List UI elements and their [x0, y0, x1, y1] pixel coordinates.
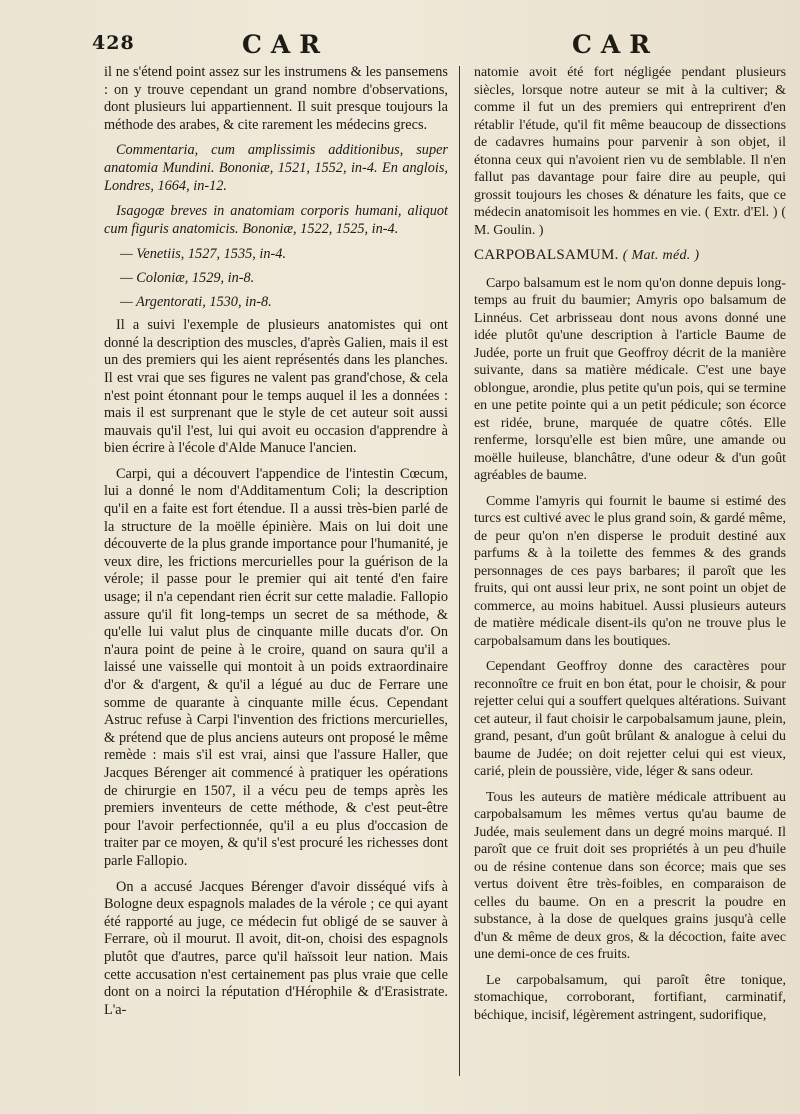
page-number: 428	[92, 32, 135, 54]
right-column	[474, 64, 786, 1106]
left-column	[104, 64, 448, 1106]
paragraph: Carpi, qui a découvert l'appendice de l'intestin Cœcum, lui a donné le nom d'Additamentum Coli; la description qu'il en a faite est fort étendue. Il a aussi très-bien parlé de la structure de la moëlle épinière. Mais on lui doit une découverte de la plus grande importance pour l'humanité, je veux dire, les frictions mercurielles pour la guérison de la vérole; il passe pour le premier qui ait tenté d'en faire usage; il n'a cependant rien écrit sur cette maladie. Fallopio assure qu'il fit long-temps un secret de sa méthode, & qu'elle lui valut plus de cinquante mille ducats d'or. On n'aura point de peine à le croire, quand on saura qu'il a laissé une vaisselle qui montoit à un poids extraordinaire d'or & d'argent, & qu'il a légué au duc de Ferrare une somme de quarante à cinquante mille écus. Cependant Astruc refuse à Carpi l'invention des frictions mercurielles, & prétend que de plus anciens auteurs ont proposé le même remède : mais s'il est vrai, ainsi que l'assure Haller, que Jacques Bérenger ait commencé à pratiquer les opérations de chirurgie en 1507, il a vécu peu de temps après les premiers inventeurs de cette méthode, & c'est peut-être pour l'avoir perfectionnée, qu'il a eu plus d'occasion de traiter par ce moyen, & qu'il s'est procuré les richesses dont parle Fallopio.	[104, 465, 448, 869]
article-heading-note: ( Mat. méd. )	[622, 248, 700, 263]
article-heading-title: CARPOBALSAMUM.	[474, 247, 619, 263]
paragraph: il ne s'étend point assez sur les instrumens & les pansemens : on y trouve cependant un grand nombre d'observations, dont plusieurs lui appartiennent. Il suit presque toujours la méthode des arabes, & cite rarement les médecins grecs.	[104, 64, 448, 133]
bibliography-entry: Isagogæ breves in anatomiam corporis humani, aliquot cum figuris anatomicis. Bononiæ, 1522, 1525, in-4.	[104, 203, 448, 237]
paragraph: natomie avoit été fort négligée pendant plusieurs siècles, lorsque notre auteur se mit à la cultiver; & comme il fut un des premiers qui entreprirent d'en rétablir l'étude, qu'il fit même beaucoup de dissections de cadavres humains pour parvenir à son objet, il étonna ceux qui n'avoient rien vu de semblable. Il n'en fallut pas davantage pour faire dire au peuple, qui grossit toujours les choses & dénature les faits, que ce médecin anatomisoit les hommes en vie. ( Extr. d'El. ) ( M. Goulin. )	[474, 65, 786, 238]
paragraph: Comme l'amyris qui fournit le baume si estimé des turcs est cultivé avec le plus grand soin, & gardé même, de peur qu'on n'en disperse le produit destiné aux parfums & à la toilette des femmes & des grands personnages de ces pays barbares; il paroît que les fruits, qui ont aussi leur prix, ne sont point un objet de commerce, au moins habituel. Aussi plusieurs auteurs de matière médicale disent-ils qu'on ne trouve plus le carpobalsamum dans les boutiques.	[474, 493, 786, 649]
edition-entry: — Argentorati, 1530, in-8.	[120, 293, 272, 310]
running-head-left: CAR	[242, 30, 330, 59]
paragraph: On a accusé Jacques Bérenger d'avoir disséqué vifs à Bologne deux espagnols malades de la vérole ; ce qui ayant été rapporté au juge, ce médecin fut obligé de se sauver à Ferrare, où il mourut. Il avoit, dit-on, choisi des espagnols plutôt que d'autres, parce qu'il haïssoit leur nation. Mais cette accusation n'est certainement pas plus vraie que celle dont on a noirci la réputation d'Hérophile & d'Erasistrate. L'a-	[104, 878, 448, 1018]
paragraph: Cependant Geoffroy donne des caractères pour reconnoître ce fruit en bon état, pour le choisir, & pour rejetter celui qui a souffert quelques altérations. Suivant cet auteur, il faut choisir le carpobalsamum jaune, plein, grand, pesant, d'un goût brûlant & analogue à celui du baume de Judée; on doit rejetter celui qui est vieux, carié, plein de poussière, vide, léger & sans odeur.	[474, 659, 786, 779]
article-heading	[474, 247, 786, 265]
running-head-right: CAR	[572, 30, 660, 59]
paragraph: Tous les auteurs de matière médicale attribuent au carpobalsamum les mêmes vertus qu'au baume de Judée, mais seulement dans un degré moins marqué. Il paroît que ce fruit doit ses propriétés à un peu d'huile ou de résine contenue dans son écorce; mais que ses vertus doivent être très-foibles, en comparaison de celles du baume. On en a prescrit la poudre en substance, à la dose de quelques grains jusqu'à celle d'un & même de deux gros, & la décoction, faite avec une demi-once de ces fruits.	[474, 789, 786, 962]
paragraph: Carpo balsamum est le nom qu'on donne depuis long-temps au fruit du baumier; Amyris opo balsamum de Linnéus. Cet arbrisseau dont nous avons donné une idée plutôt qu'une description à l'article Baume de Judée, porte un fruit que Geoffroy décrit de la manière suivante, dans sa matière médicale. C'est une baye oblongue, arondie, plus petite qu'un pois, qui se termine en une petite pointe qui a un petit pédicule; son écorce est ridée, brune, marquée de quatre côtés. Elle renferme, lorsqu'elle est bien mûre, une amande ou moëlle huileuse, blanchâtre, d'une odeur & d'un goût agréables de baume.	[474, 275, 786, 483]
bibliography-entry: Commentaria, cum amplissimis additionibus, super anatomia Mundini. Bononiæ, 1521, 1552, in-4. En anglois, Londres, 1664, in-12.	[104, 142, 448, 194]
edition-entry: — Coloniæ, 1529, in-8.	[120, 269, 255, 286]
paragraph: Il a suivi l'exemple de plusieurs anatomistes qui ont donné la description des muscles, d'après Galien, mais il est un des premiers qui les aient représentés dans les planches. Il est vrai que ses figures ne valent pas grand'chose, & cela n'est point étonnant pour le temps auquel il les a données : mais il est surprenant que le style de cet auteur soit aussi mauvais qu'il l'est, lui qui avoit eu occasion d'apprendre à bien écrire à l'école d'Alde Manuce l'ancien.	[104, 317, 448, 457]
paragraph: Le carpobalsamum, qui paroît être tonique, stomachique, corroborant, fortifiant, carminatif, béchique, incisif, légèrement astringent, sudorifique,	[474, 972, 786, 1023]
page-header	[92, 30, 760, 64]
edition-entry: — Venetiis, 1527, 1535, in-4.	[120, 246, 286, 263]
column-rule	[459, 66, 460, 1076]
